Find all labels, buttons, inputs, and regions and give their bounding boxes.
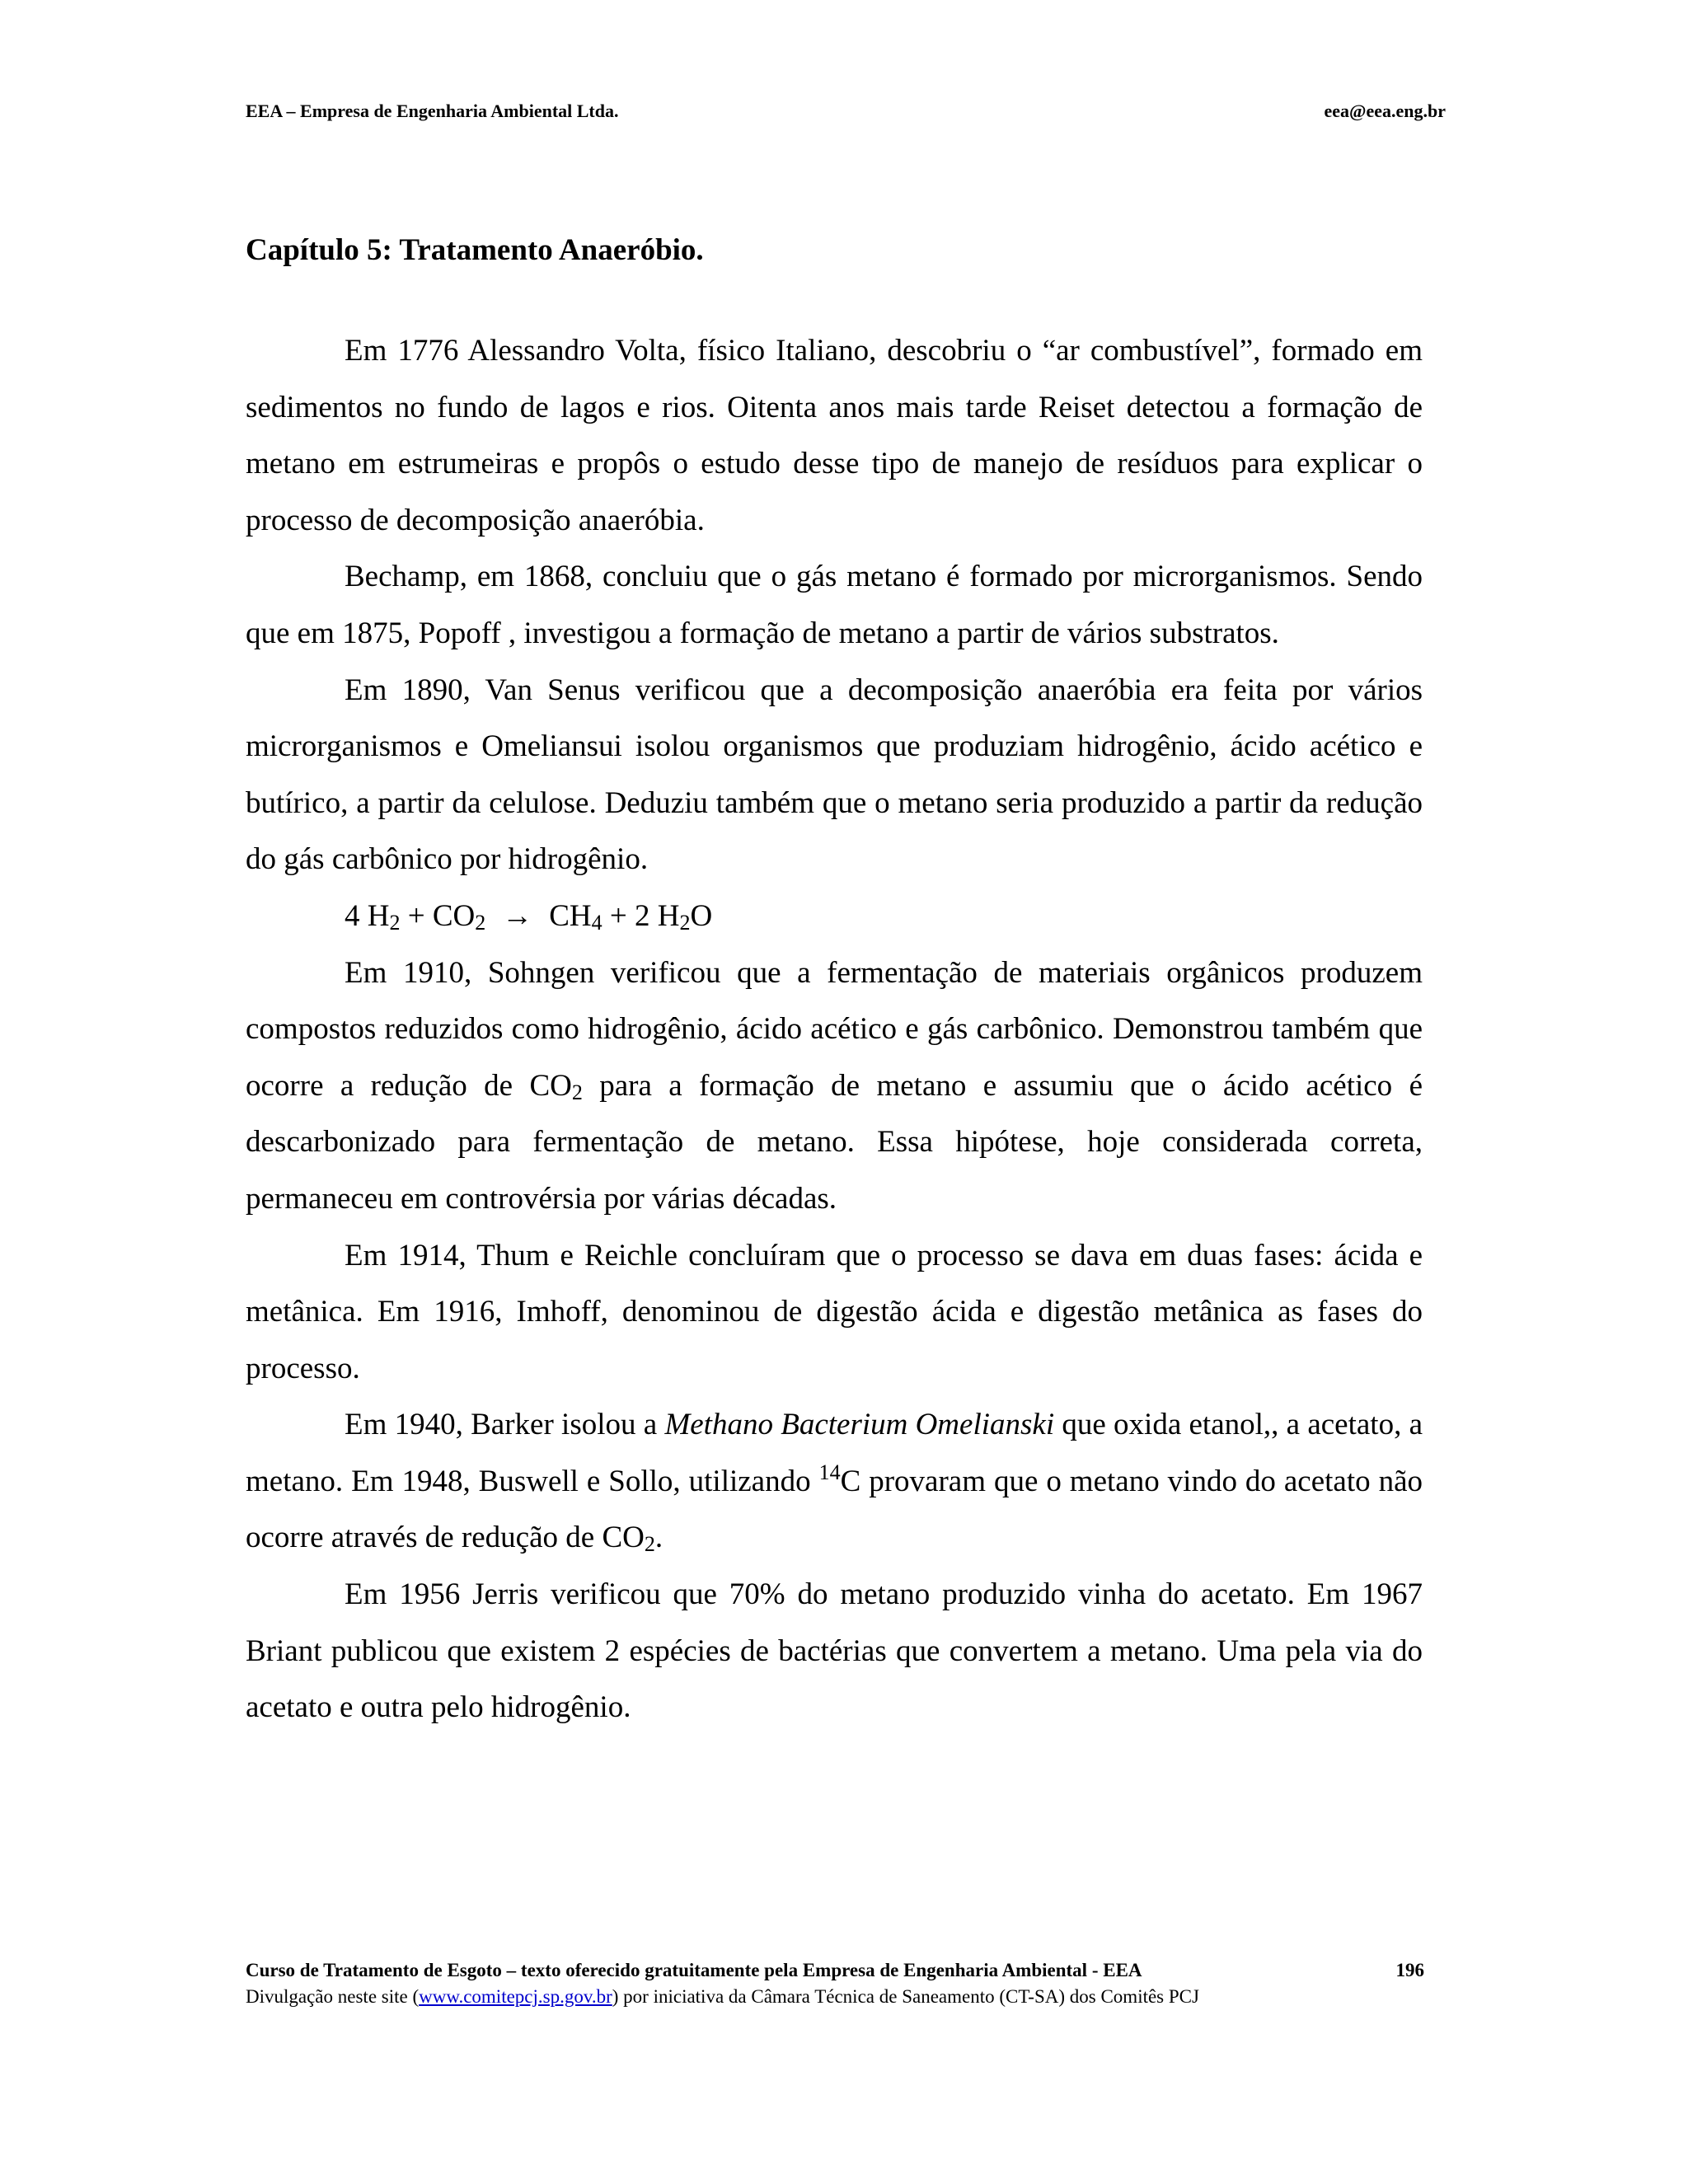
header-org: EEA – Empresa de Engenharia Ambiental Ltda. — [246, 101, 619, 121]
species-name: Methano Bacterium Omelianski — [664, 1408, 1055, 1442]
eq-term: O — [690, 898, 713, 933]
paragraph-van-senus: Em 1890, Van Senus verificou que a decomposição anaeróbia era feita por vários microrganismos e Omeliansui isolou organismos que produziam hidrogênio, ácido acético e butírico, a partir da celulose. Deduziu também que o metano seria produzido a partir da redução do gás carbônico por hidrogênio. — [246, 673, 1423, 877]
subscript: 2 — [571, 1080, 583, 1104]
page-header — [246, 101, 1446, 129]
eq-subscript: 4 — [591, 910, 603, 935]
footer-disclosure — [246, 1986, 1424, 2008]
methane-equation — [246, 888, 1423, 945]
text-run: . — [654, 1521, 663, 1555]
footer-course-line — [246, 1960, 1424, 1985]
reaction-arrow-icon: → — [502, 898, 533, 933]
footer-course: Curso de Tratamento de Esgoto – texto oferecido gratuitamente pela Empresa de Engenharia Ambiental - EEA — [246, 1960, 1142, 1980]
paragraph-bechamp: Bechamp, em 1868, concluiu que o gás metano é formado por microrganismos. Sendo que em 1875, Popoff , investigou a formação de metano a partir de vários substratos. — [246, 560, 1423, 650]
text-run: C provaram que o metano vindo do acetato não ocorre através de redução de CO — [246, 1464, 1423, 1555]
header-email: eea@eea.eng.br — [1324, 101, 1446, 121]
body-text — [246, 323, 1423, 1736]
text-run: Em 1940, Barker isolou a — [345, 1408, 665, 1442]
paragraph-volta: Em 1776 Alessandro Volta, físico Italiano, descobriu o “ar combustível”, formado em sedimentos no fundo de lagos e rios. Oitenta anos mais tarde Reiset detectou a formação de metano em estrumeiras e propôs o estudo desse tipo de manejo de resíduos para explicar o processo de decomposição anaeróbia. — [246, 334, 1423, 537]
text-run: ) por iniciativa da Câmara Técnica de Saneamento (CT-SA) dos Comitês PCJ — [612, 1986, 1199, 2007]
text-run: para a formação de metano e assumiu que o ácido acético é descarbonizado para fermentação de metano. Essa hipótese, hoje considerada correta, permaneceu em controvérsia por várias décadas. — [246, 1068, 1423, 1216]
eq-subscript: 2 — [679, 910, 691, 935]
comitepcj-link[interactable]: www.comitepcj.sp.gov.br — [419, 1986, 612, 2007]
chapter-title: Capítulo 5: Tratamento Anaeróbio. — [246, 233, 704, 267]
paragraph-jerris: Em 1956 Jerris verificou que 70% do metano produzido vinha do acetato. Em 1967 Briant publicou que existem 2 espécies de bactérias que convertem a metano. Uma pela via do acetato e outra pelo hidrogênio. — [246, 1577, 1423, 1725]
eq-term: + CO — [400, 898, 476, 933]
text-run: que oxida etanol,, a acetato, a metano. Em 1948, Buswell e Sollo, utilizando — [246, 1408, 1423, 1498]
paragraph-barker — [246, 1397, 1423, 1567]
subscript: 2 — [644, 1532, 655, 1557]
page-number: 196 — [1395, 1960, 1424, 1980]
eq-subscript: 2 — [475, 910, 486, 935]
text-run: Divulgação neste site ( — [246, 1986, 420, 2007]
paragraph-sohngen — [246, 945, 1423, 1228]
page-footer — [246, 1960, 1424, 2008]
eq-subscript: 2 — [389, 910, 401, 935]
superscript: 14 — [818, 1460, 841, 1484]
eq-term: 4 H — [345, 898, 390, 933]
paragraph-thum-reichle: Em 1914, Thum e Reichle concluíram que o processo se dava em duas fases: ácida e metânica. Em 1916, Imhoff, denominou de digestão ácida e digestão metânica as fases do processo. — [246, 1238, 1423, 1385]
eq-term: + 2 H — [602, 898, 680, 933]
eq-term: CH — [549, 898, 592, 933]
text-run: Em 1910, Sohngen verificou que a fermentação de materiais orgânicos produzem compostos reduzidos como hidrogênio, ácido acético e gás carbônico. Demonstrou também que ocorre a redução de CO — [246, 955, 1423, 1103]
